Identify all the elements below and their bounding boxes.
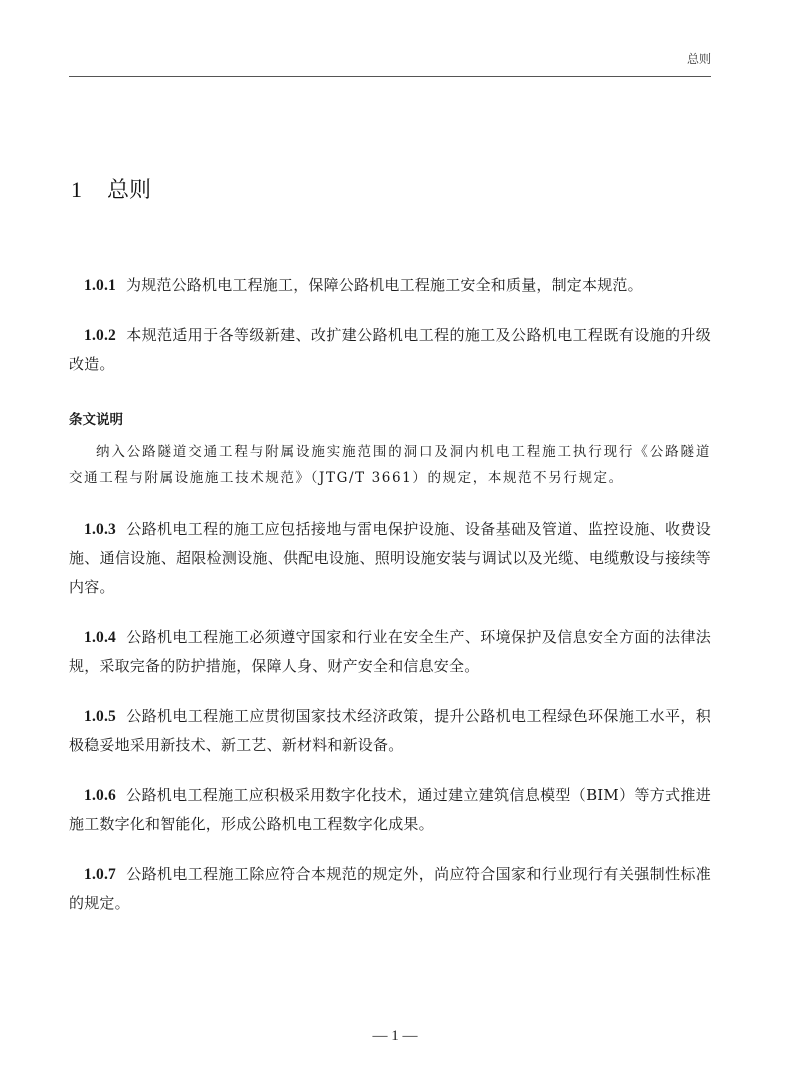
clause-number: 1.0.5	[84, 708, 116, 725]
clause-number: 1.0.3	[84, 521, 116, 538]
clause-list	[69, 271, 711, 918]
clause-text: 公路机电工程施工必须遵守国家和行业在安全生产、环境保护及信息安全方面的法律法规，采取完备的防护措施，保障人身、财产安全和信息安全。	[69, 628, 711, 675]
clause-number: 1.0.6	[84, 787, 116, 804]
chapter-title: 总则	[107, 178, 152, 203]
clause-number: 1.0.1	[84, 277, 116, 294]
clause-1-0-5	[69, 702, 711, 760]
page-number: — 1 —	[372, 1028, 418, 1044]
clause-number: 1.0.7	[84, 866, 116, 883]
note-title: 条文说明	[69, 412, 123, 428]
clause-1-0-7	[69, 860, 711, 918]
clause-number: 1.0.2	[84, 327, 116, 344]
clause-text: 公路机电工程的施工应包括接地与雷电保护设施、设备基础及管道、监控设施、收费设施、通信设施、超限检测设施、供配电设施、照明设施安装与调试以及光缆、电缆敷设与接续等内容。	[69, 520, 711, 596]
clause-text: 为规范公路机电工程施工，保障公路机电工程施工安全和质量，制定本规范。	[126, 276, 643, 294]
clause-text: 公路机电工程施工除应符合本规范的规定外，尚应符合国家和行业现行有关强制性标准的规定。	[69, 865, 711, 912]
chapter-number: 1	[71, 177, 82, 202]
clause-text: 公路机电工程施工应贯彻国家技术经济政策，提升公路机电工程绿色环保施工水平，积极稳妥地采用新技术、新工艺、新材料和新设备。	[69, 707, 711, 754]
clause-text: 公路机电工程施工应积极采用数字化技术，通过建立建筑信息模型（BIM）等方式推进施工数字化和智能化，形成公路机电工程数字化成果。	[69, 786, 711, 833]
running-header: 总则	[686, 52, 711, 66]
header-rule	[69, 76, 711, 77]
clause-number: 1.0.4	[84, 629, 116, 646]
note-body: 纳入公路隧道交通工程与附属设施实施范围的洞口及洞内机电工程施工执行现行《公路隧道交通工程与附属设施施工技术规范》（JTG/T 3661）的规定，本规范不另行规定。	[69, 444, 711, 486]
clause-1-0-3	[69, 515, 711, 602]
clause-1-0-6	[69, 781, 711, 839]
clause-1-0-4	[69, 623, 711, 681]
chapter-heading	[71, 173, 151, 204]
clause-1-0-1	[69, 271, 711, 300]
clause-text: 本规范适用于各等级新建、改扩建公路机电工程的施工及公路机电工程既有设施的升级改造。	[69, 326, 711, 373]
clause-1-0-2	[69, 321, 711, 379]
